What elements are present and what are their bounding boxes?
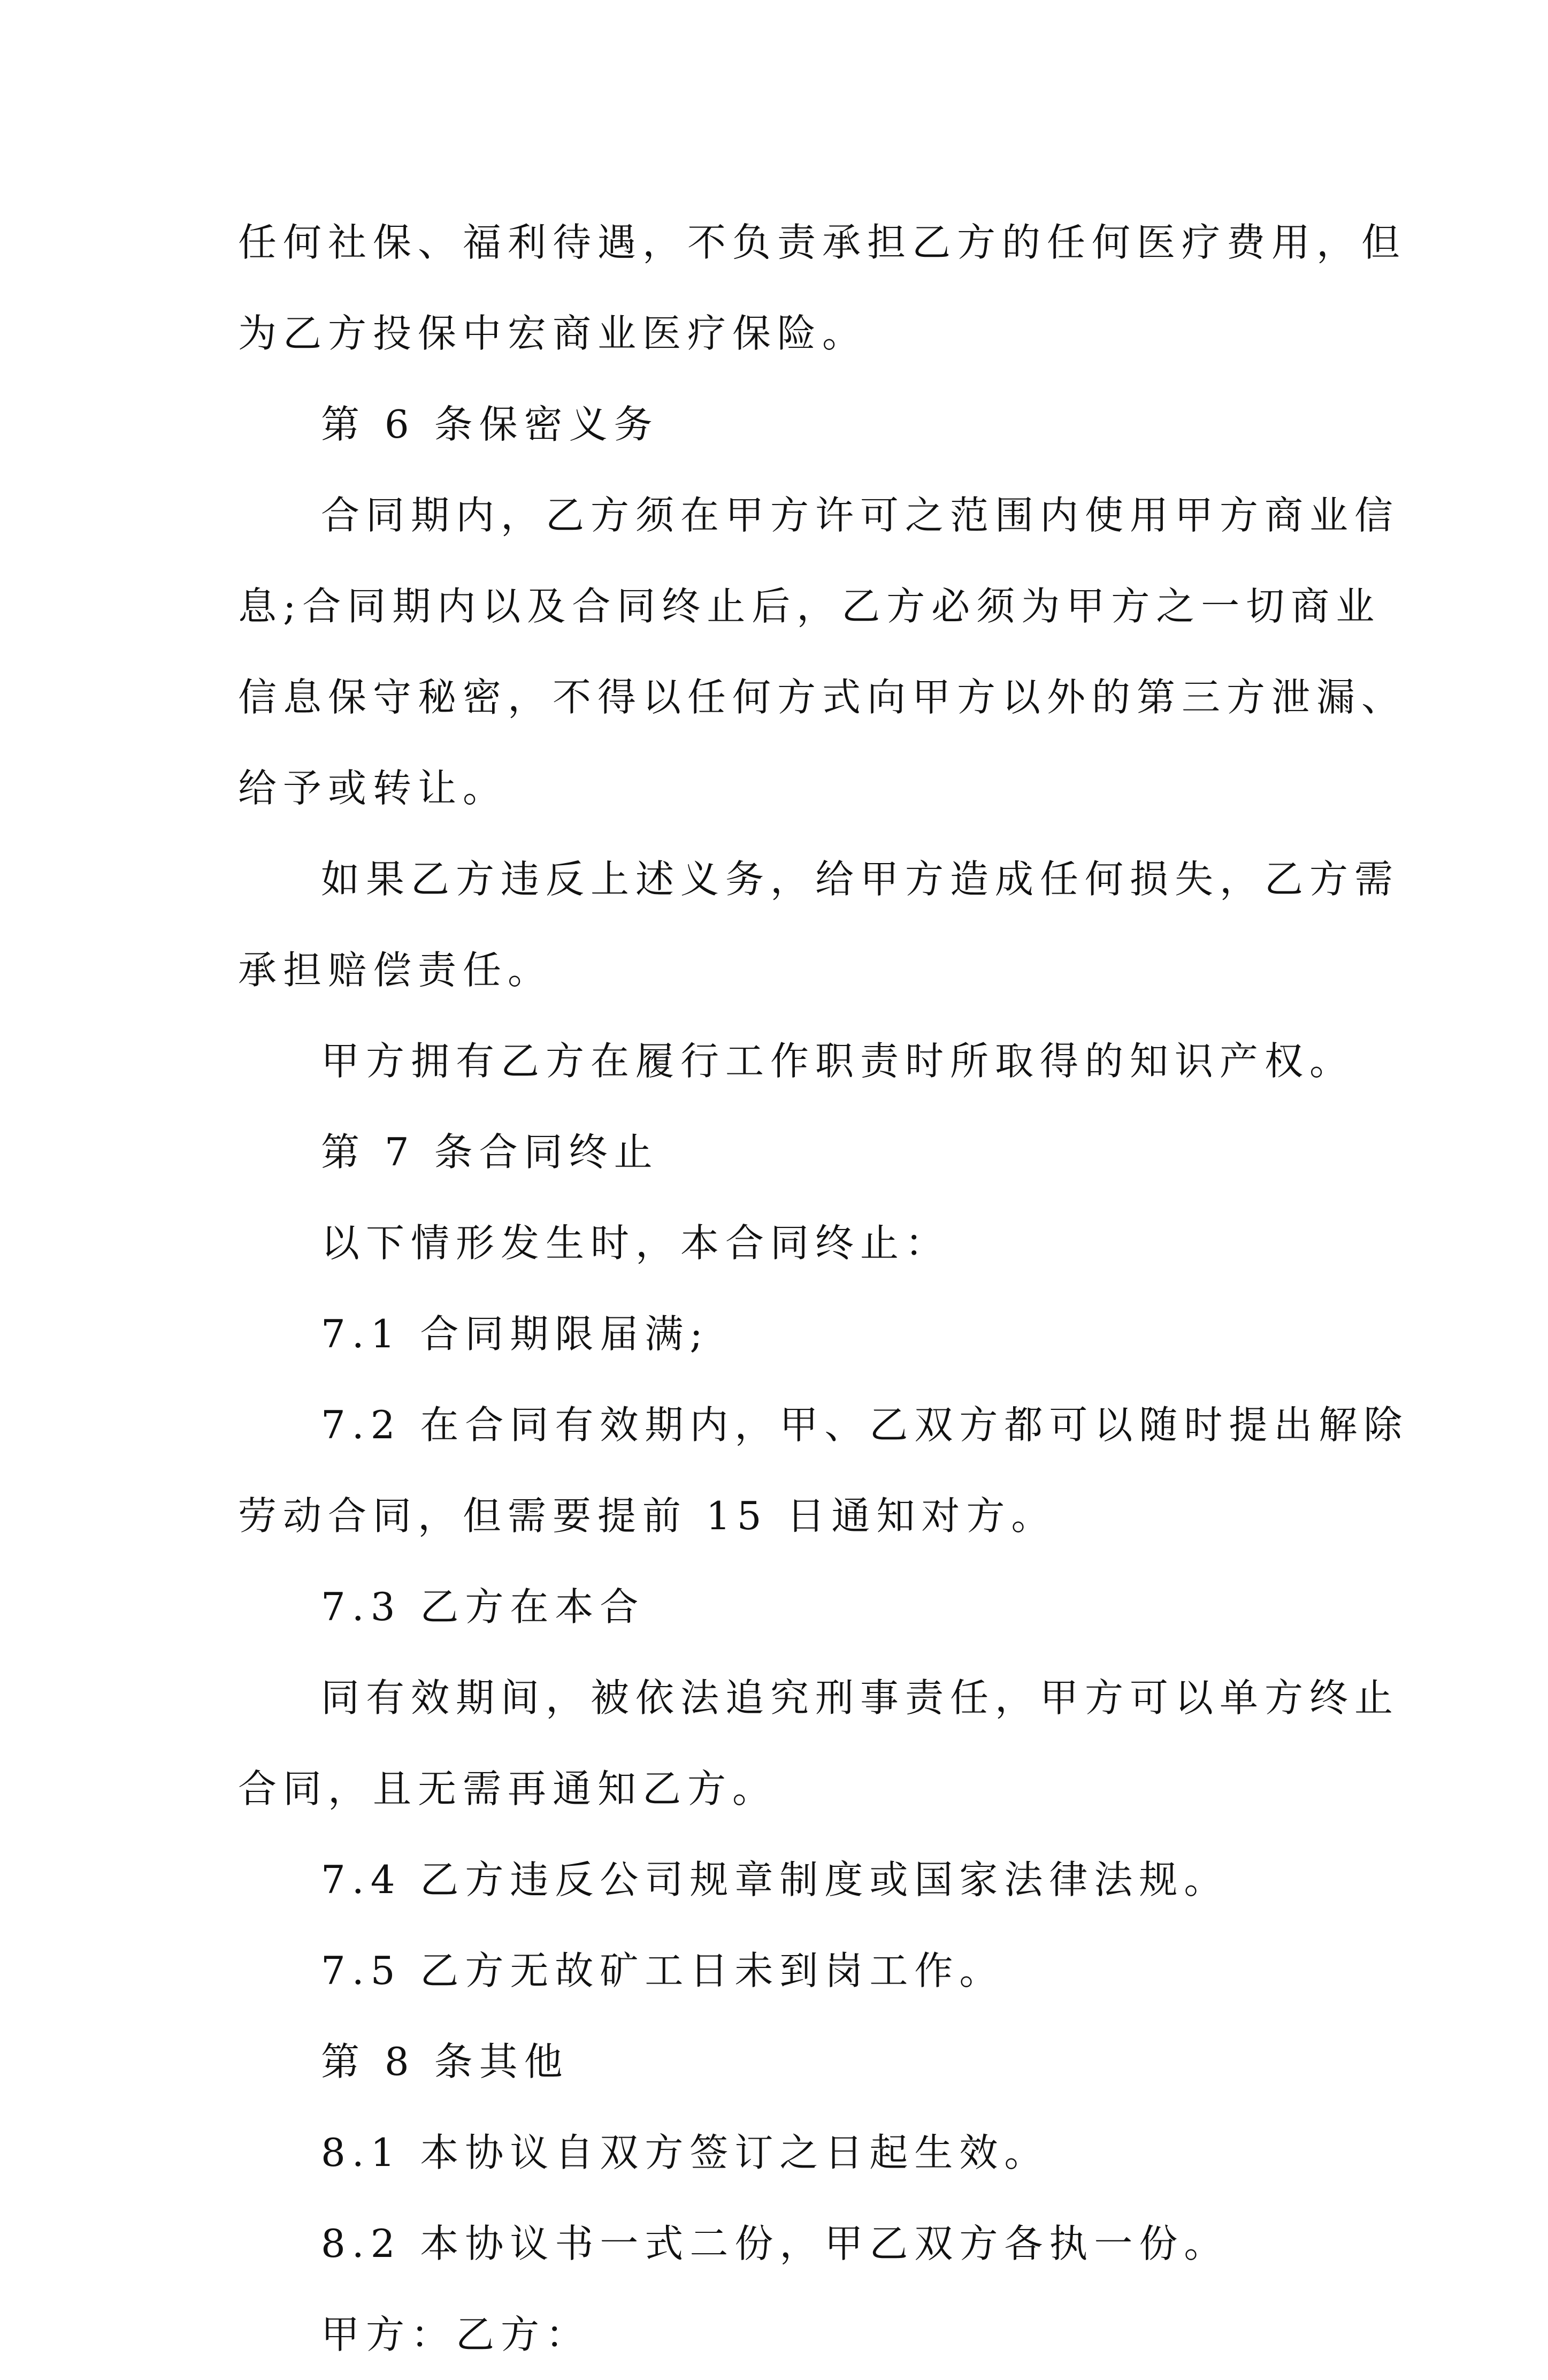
text-line: 合同，且无需再通知乙方。 (238, 1766, 778, 1811)
clause-item: 7.3 乙方在本合 (321, 1584, 645, 1629)
clause-item: 8.1 本协议自双方签订之日起生效。 (321, 2130, 1049, 2175)
clause-item: 7.5 乙方无故矿工日未到岗工作。 (321, 1948, 1005, 1993)
document-body (238, 197, 1409, 2380)
text-line: 为乙方投保中宏商业医疗保险。 (238, 311, 868, 356)
section-heading: 第 8 条其他 (321, 2039, 569, 2084)
clause-item: 8.2 本协议书一式二份，甲乙双方各执一份。 (321, 2221, 1229, 2266)
text-line: 给予或转让。 (238, 766, 508, 811)
signature-line: 甲方：乙方： (321, 2312, 591, 2357)
text-line: 以下情形发生时，本合同终止： (321, 1220, 951, 1265)
clause-item: 7.2 在合同有效期内，甲、乙双方都可以随时提出解除 (321, 1402, 1409, 1447)
text-line: 任何社保、福利待遇，不负责承担乙方的任何医疗费用，但 (238, 220, 1407, 265)
section-heading: 第 6 条保密义务 (321, 402, 659, 447)
text-line: 合同期内，乙方须在甲方许可之范围内使用甲方商业信 (321, 493, 1400, 538)
text-line: 如果乙方违反上述义务，给甲方造成任何损失，乙方需 (321, 857, 1400, 902)
clause-item: 7.4 乙方违反公司规章制度或国家法律法规。 (321, 1857, 1229, 1902)
text-line: 息;合同期内以及合同终止后，乙方必须为甲方之一切商业 (238, 584, 1381, 629)
text-line: 甲方拥有乙方在履行工作职责时所取得的知识产权。 (321, 1039, 1355, 1084)
text-line: 劳动合同，但需要提前 15 日通知对方。 (238, 1493, 1056, 1538)
text-line: 承担赔偿责任。 (238, 948, 553, 993)
clause-item: 7.1 合同期限届满; (321, 1311, 709, 1356)
section-heading: 第 7 条合同终止 (321, 1130, 659, 1174)
text-line: 信息保守秘密，不得以任何方式向甲方以外的第三方泄漏、 (238, 675, 1407, 720)
text-line: 同有效期间，被依法追究刑事责任，甲方可以单方终止 (321, 1675, 1400, 1720)
